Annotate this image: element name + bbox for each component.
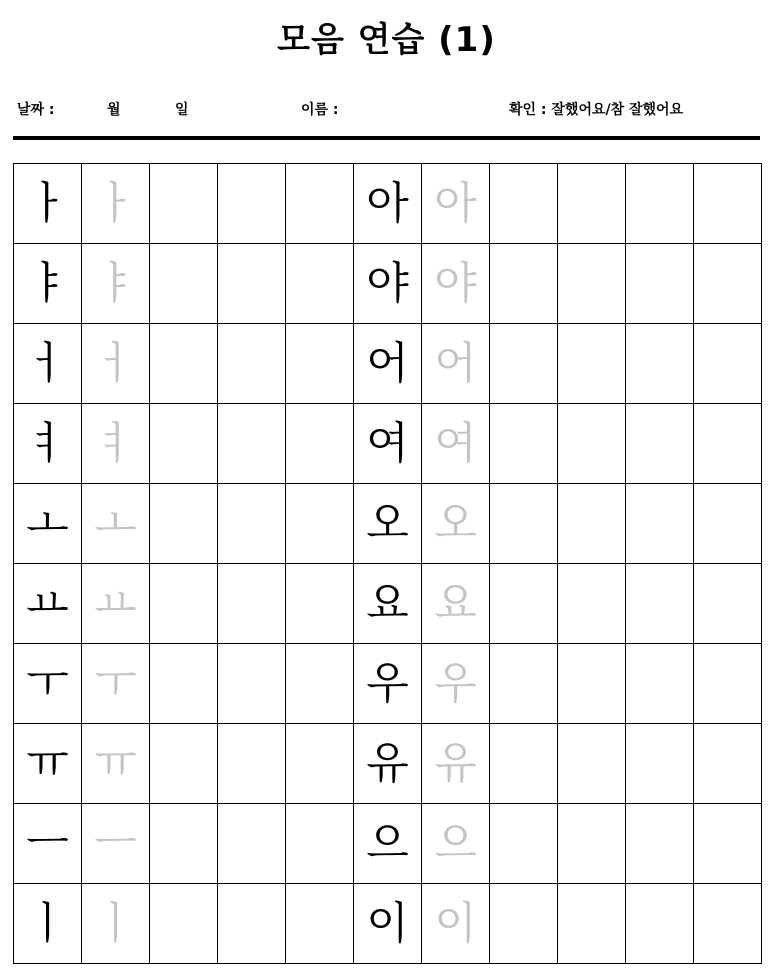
syllable-practice-cell[interactable]: [490, 724, 558, 804]
date-label: 날짜 :: [17, 102, 55, 118]
vowel-model-cell: ㅓ: [14, 324, 82, 404]
syllable-practice-cell[interactable]: [490, 884, 558, 964]
vowel-practice-cell[interactable]: [150, 404, 218, 484]
syllable-model-cell: 아: [354, 164, 422, 244]
practice-row: [14, 324, 762, 404]
vowel-practice-cell[interactable]: [286, 404, 354, 484]
vowel-model-cell: ㅑ: [14, 244, 82, 324]
vowel-practice-cell[interactable]: [218, 884, 286, 964]
name-label: 이름 :: [301, 102, 339, 118]
vowel-practice-cell[interactable]: [150, 324, 218, 404]
syllable-trace-cell: 여: [422, 404, 490, 484]
day-label: 일: [175, 102, 189, 118]
vowel-practice-cell[interactable]: [150, 484, 218, 564]
syllable-practice-cell[interactable]: [694, 644, 762, 724]
syllable-trace-cell: 어: [422, 324, 490, 404]
vowel-trace-cell: ㅛ: [82, 564, 150, 644]
syllable-practice-cell[interactable]: [694, 564, 762, 644]
syllable-practice-cell[interactable]: [626, 244, 694, 324]
syllable-practice-cell[interactable]: [490, 244, 558, 324]
syllable-practice-cell[interactable]: [626, 164, 694, 244]
syllable-model-cell: 이: [354, 884, 422, 964]
syllable-practice-cell[interactable]: [558, 804, 626, 884]
syllable-model-cell: 어: [354, 324, 422, 404]
syllable-practice-cell[interactable]: [626, 324, 694, 404]
vowel-practice-cell[interactable]: [218, 484, 286, 564]
vowel-practice-cell[interactable]: [150, 884, 218, 964]
syllable-trace-cell: 아: [422, 164, 490, 244]
syllable-trace-cell: 야: [422, 244, 490, 324]
vowel-practice-cell[interactable]: [150, 244, 218, 324]
vowel-practice-cell[interactable]: [150, 164, 218, 244]
vowel-practice-cell[interactable]: [218, 804, 286, 884]
vowel-trace-cell: ㅗ: [82, 484, 150, 564]
syllable-model-cell: 여: [354, 404, 422, 484]
syllable-practice-cell[interactable]: [490, 564, 558, 644]
vowel-practice-cell[interactable]: [218, 564, 286, 644]
vowel-practice-cell[interactable]: [218, 324, 286, 404]
syllable-practice-cell[interactable]: [558, 484, 626, 564]
syllable-practice-cell[interactable]: [558, 564, 626, 644]
practice-row: [14, 164, 762, 244]
syllable-trace-cell: 오: [422, 484, 490, 564]
syllable-practice-cell[interactable]: [694, 724, 762, 804]
header-divider: [13, 136, 760, 140]
vowel-practice-cell[interactable]: [286, 164, 354, 244]
vowel-model-cell: ㅡ: [14, 804, 82, 884]
vowel-practice-cell[interactable]: [218, 244, 286, 324]
vowel-practice-cell[interactable]: [286, 804, 354, 884]
syllable-practice-cell[interactable]: [626, 564, 694, 644]
vowel-trace-cell: ㅓ: [82, 324, 150, 404]
syllable-practice-cell[interactable]: [558, 164, 626, 244]
check-label: 확인 : 잘했어요/참 잘했어요: [509, 102, 684, 118]
vowel-trace-cell: ㅑ: [82, 244, 150, 324]
syllable-practice-cell[interactable]: [626, 644, 694, 724]
syllable-practice-cell[interactable]: [490, 804, 558, 884]
vowel-practice-cell[interactable]: [150, 644, 218, 724]
vowel-model-cell: ㅏ: [14, 164, 82, 244]
month-label: 월: [107, 102, 121, 118]
syllable-practice-cell[interactable]: [626, 404, 694, 484]
syllable-trace-cell: 우: [422, 644, 490, 724]
syllable-trace-cell: 이: [422, 884, 490, 964]
vowel-practice-cell[interactable]: [150, 804, 218, 884]
vowel-practice-cell[interactable]: [150, 724, 218, 804]
syllable-practice-cell[interactable]: [694, 804, 762, 884]
syllable-practice-cell[interactable]: [694, 404, 762, 484]
practice-row: [14, 884, 762, 964]
vowel-trace-cell: ㅣ: [82, 884, 150, 964]
syllable-practice-cell[interactable]: [626, 884, 694, 964]
vowel-practice-cell[interactable]: [286, 244, 354, 324]
syllable-model-cell: 요: [354, 564, 422, 644]
vowel-practice-cell[interactable]: [218, 724, 286, 804]
syllable-practice-cell[interactable]: [490, 484, 558, 564]
vowel-model-cell: ㅠ: [14, 724, 82, 804]
vowel-model-cell: ㅗ: [14, 484, 82, 564]
practice-grid: [13, 163, 762, 964]
syllable-practice-cell[interactable]: [558, 244, 626, 324]
syllable-practice-cell[interactable]: [694, 484, 762, 564]
syllable-trace-cell: 으: [422, 804, 490, 884]
syllable-practice-cell[interactable]: [558, 404, 626, 484]
vowel-model-cell: ㅕ: [14, 404, 82, 484]
vowel-practice-cell[interactable]: [218, 164, 286, 244]
vowel-model-cell: ㅛ: [14, 564, 82, 644]
vowel-trace-cell: ㅏ: [82, 164, 150, 244]
info-row: [0, 99, 773, 121]
vowel-practice-cell[interactable]: [286, 484, 354, 564]
vowel-trace-cell: ㅕ: [82, 404, 150, 484]
syllable-practice-cell[interactable]: [558, 884, 626, 964]
syllable-trace-cell: 요: [422, 564, 490, 644]
syllable-model-cell: 우: [354, 644, 422, 724]
syllable-practice-cell[interactable]: [490, 644, 558, 724]
syllable-model-cell: 야: [354, 244, 422, 324]
syllable-model-cell: 오: [354, 484, 422, 564]
vowel-trace-cell: ㅜ: [82, 644, 150, 724]
syllable-practice-cell[interactable]: [490, 404, 558, 484]
syllable-practice-cell[interactable]: [490, 164, 558, 244]
syllable-model-cell: 유: [354, 724, 422, 804]
syllable-practice-cell[interactable]: [558, 324, 626, 404]
syllable-practice-cell[interactable]: [626, 484, 694, 564]
vowel-practice-cell[interactable]: [286, 724, 354, 804]
vowel-practice-cell[interactable]: [218, 644, 286, 724]
vowel-trace-cell: ㅠ: [82, 724, 150, 804]
practice-row: [14, 804, 762, 884]
syllable-practice-cell[interactable]: [558, 724, 626, 804]
syllable-practice-cell[interactable]: [694, 884, 762, 964]
vowel-model-cell: ㅣ: [14, 884, 82, 964]
syllable-practice-cell[interactable]: [626, 724, 694, 804]
vowel-model-cell: ㅜ: [14, 644, 82, 724]
practice-row: [14, 244, 762, 324]
vowel-practice-cell[interactable]: [150, 564, 218, 644]
vowel-practice-cell[interactable]: [286, 324, 354, 404]
syllable-model-cell: 으: [354, 804, 422, 884]
syllable-practice-cell[interactable]: [694, 324, 762, 404]
syllable-practice-cell[interactable]: [490, 324, 558, 404]
worksheet-title: 모음 연습 (1): [277, 20, 496, 60]
syllable-practice-cell[interactable]: [626, 804, 694, 884]
vowel-practice-cell[interactable]: [286, 884, 354, 964]
vowel-practice-cell[interactable]: [286, 644, 354, 724]
practice-row: [14, 484, 762, 564]
syllable-practice-cell[interactable]: [558, 644, 626, 724]
practice-row: [14, 404, 762, 484]
syllable-practice-cell[interactable]: [694, 244, 762, 324]
vowel-practice-cell[interactable]: [286, 564, 354, 644]
vowel-practice-cell[interactable]: [218, 404, 286, 484]
syllable-trace-cell: 유: [422, 724, 490, 804]
practice-row: [14, 564, 762, 644]
practice-row: [14, 724, 762, 804]
syllable-practice-cell[interactable]: [694, 164, 762, 244]
vowel-trace-cell: ㅡ: [82, 804, 150, 884]
practice-row: [14, 644, 762, 724]
